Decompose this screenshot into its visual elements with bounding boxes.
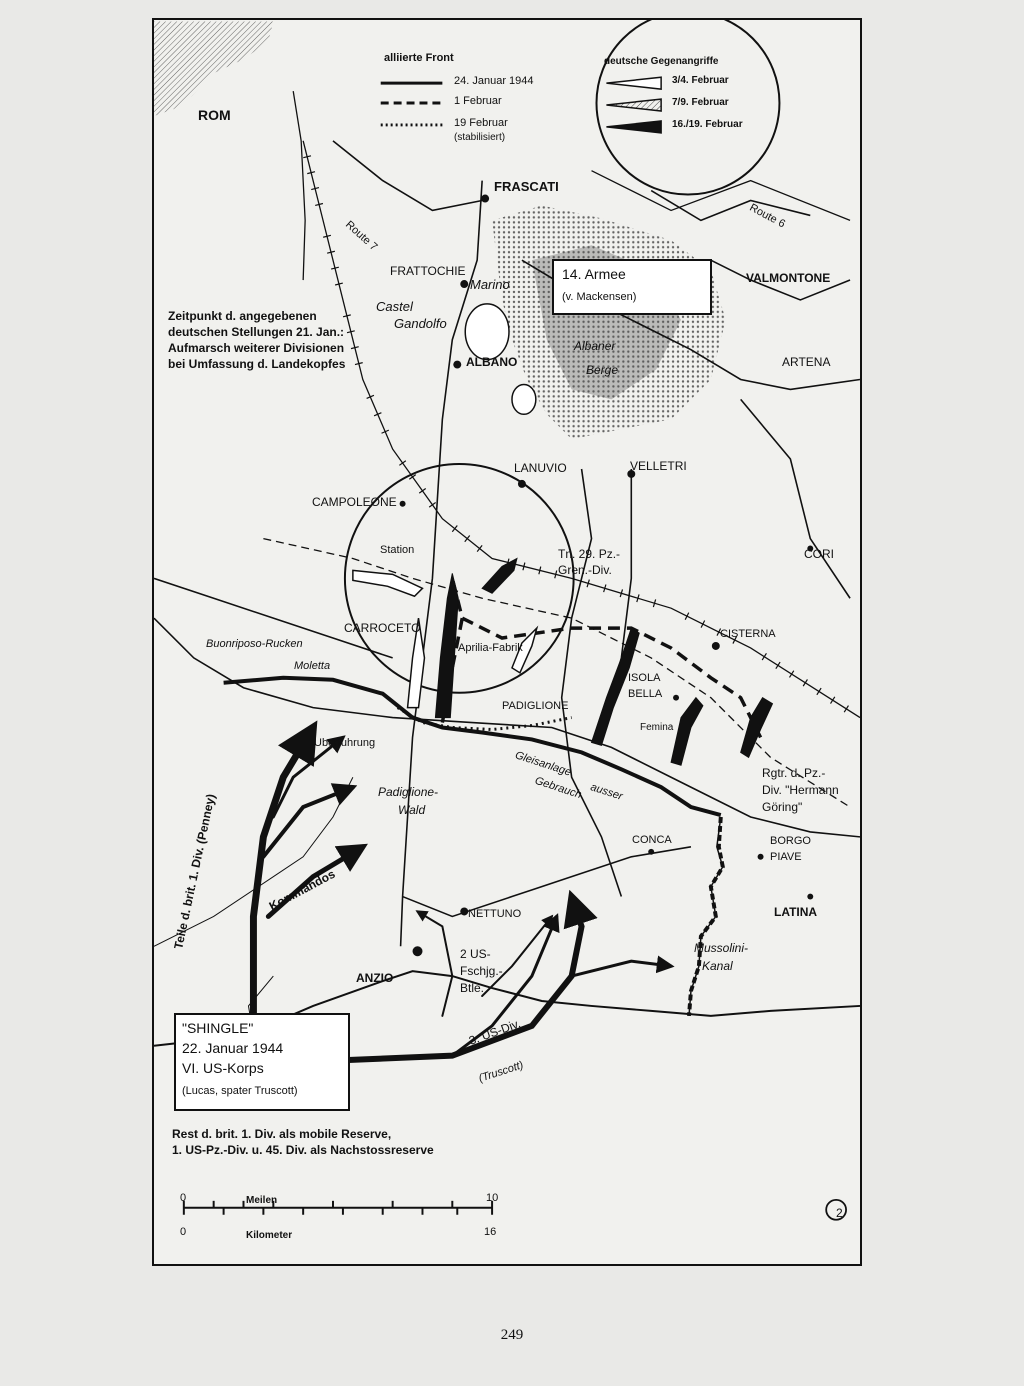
place-gleisanlage: Gleisanlage [513,749,573,779]
rail-tick [844,706,848,713]
front-legend-item: 1 Februar [454,95,502,107]
place-conca: CONCA [632,834,672,846]
place-lanuvio: LANUVIO [514,461,567,475]
map-number: 2 [836,1206,843,1220]
unit-hg-3: Göring" [762,800,803,814]
rail-tick [831,697,835,704]
unit-hg-2: Div. "Hermann [762,783,839,797]
place-velletri: VELLETRI [630,459,687,473]
place-valmontone: VALMONTONE [746,271,831,285]
route6-label: Route 6 [747,201,788,231]
counter-legend-item: 16./19. Februar [672,119,743,130]
place-uberfuhrung: Uberfuhrung [314,737,376,749]
place-albaner-berge: Berge [586,363,619,377]
unit-29-pz-1: Tn. 29. Pz.- [558,547,621,561]
place-carroceto: CARROCETO [344,621,421,635]
rail-tick [817,688,821,695]
place-borgo: BORGO [770,835,811,847]
mussolini-canal [689,817,723,1016]
place-nettuno: NETTUNO [468,908,522,920]
note-left-line: Aufmarsch weiterer Divisionen [168,341,345,355]
rome-area [154,22,273,116]
unit-british: Teile d. brit. 1. Div. (Penney) [171,792,218,951]
place-anzio: ANZIO [356,971,394,985]
place-padiglione-wald: Wald [398,803,426,817]
rail-tick [419,489,425,494]
place-frascati: FRASCATI [494,179,559,194]
unit-truscott: (Truscott) [477,1059,525,1085]
place-gleisanlage: ausser [588,781,625,803]
rail-tick [762,653,766,660]
army-box [552,259,712,315]
place-gandolfo: Gandolfo [394,316,447,331]
page-number: 249 [500,1327,524,1343]
note-left-line: bei Umfassung d. Landekopfes [168,357,346,371]
note-left-line: Zeitpunkt d. angegebenen [168,309,317,323]
unit-us-fschjg-2: Fschjg.- [460,964,503,978]
rail-tick [776,662,780,669]
front-legend-item: 24. Januar 1944 [454,75,534,87]
reserve-note: Rest d. brit. 1. Div. als mobile Reserve, [172,1127,392,1141]
route7-label: Route 7 [342,218,380,254]
shingle-line: 22. Januar 1944 [182,1040,284,1056]
rail-tick [790,671,794,678]
army-subtitle: (v. Mackensen) [562,291,637,303]
map-frame [152,18,862,1266]
place-padiglione: PADIGLIONE [502,700,569,712]
scale-miles-label: Meilen [246,1195,278,1206]
place-rom: ROM [198,107,231,123]
counter-legend-item: 7/9. Februar [672,97,729,108]
place-padiglione-wald: Padiglione- [378,785,439,799]
scale-zero-miles: 0 [180,1192,187,1204]
counter-legend-item: 3/4. Februar [672,75,729,86]
place-artena: ARTENA [782,355,831,369]
shingle-line: "SHINGLE" [182,1020,254,1036]
place-aprilia: Aprilia-Fabrik [458,642,523,654]
place-campoleone: CAMPOLEONE [312,495,397,509]
front-legend-note: (stabilisiert) [454,132,506,143]
place-bella: BELLA [628,688,663,700]
scale-km-label: Kilometer [246,1230,293,1241]
counter-legend-title: deutsche Gegenangriffe [604,56,719,67]
unit-hg-1: Rgtr. d. Pz.- [762,766,826,780]
place-station: Station [380,544,415,556]
unit-us-fschjg-1: 2 US- [460,947,491,961]
scale-miles-max: 10 [486,1192,499,1204]
place-castel: Castel [376,299,413,314]
place-femina: Femina [640,722,674,733]
unit-kommandos: Kommandos [266,866,338,914]
scale-zero-km: 0 [180,1226,187,1238]
place-frattocchie: FRATTOCHIE [390,264,466,278]
rail-tick [399,461,405,466]
shingle-line: (Lucas, spater Truscott) [182,1085,298,1097]
shingle-box [174,1013,350,1111]
place-buonriposo: Buonriposo-Rucken [206,638,303,650]
unit-us-fschjg-3: Btle. [460,981,485,995]
rail-tick [429,502,435,507]
front-legend-item: 19 Februar [454,117,508,129]
place-marino: Marino [470,277,510,292]
place-mussolini-kanal: Kanal [702,959,733,973]
shingle-line: VI. US-Korps [182,1060,264,1076]
unit-29-pz-2: Gren.-Div. [558,563,612,577]
place-piave: PIAVE [770,851,802,863]
place-cori: CORI [804,547,834,561]
rail-tick [803,679,807,686]
reserve-note: 1. US-Pz.-Div. u. 45. Div. als Nachstossreserve [172,1143,434,1157]
place-cisterna: CISTERNA [720,628,776,640]
scale-km-max: 16 [484,1226,497,1238]
place-albano: ALBANO [466,355,518,369]
place-albaner-berge: Albaner [574,339,616,353]
place-moletta: Moletta [294,660,331,672]
place-mussolini-kanal: Mussolini- [694,941,749,955]
front-legend-title: alliierte Front [384,52,454,64]
place-latina: LATINA [774,905,818,919]
army-title: 14. Armee [562,266,626,282]
place-isola: ISOLA [628,672,661,684]
place-gleisanlage: Gebrauch [533,774,583,802]
unit-3-us-div: 3. US-Div. [467,1016,523,1048]
note-left-line: deutschen Stellungen 21. Jan.: [168,325,345,339]
